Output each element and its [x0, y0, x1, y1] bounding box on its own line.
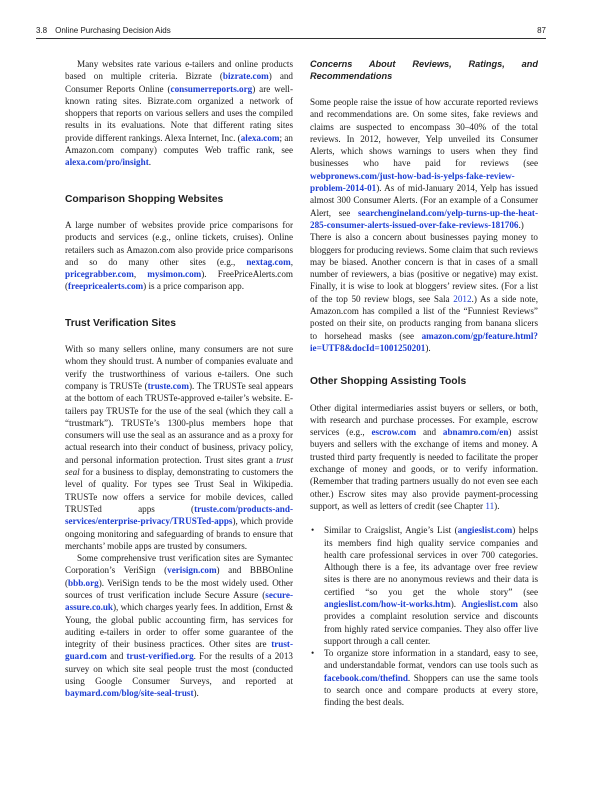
text: ) assist buyers and sellers with the exchange of items and money. A trusted third party frequently is needed to facilitate the proper exchange of money and goods, or to verify information. (Remember that trading partners usually do not even see each other.) Escrow sites may also provide payment-processing support, as well as letters of credit (see Chapter	[310, 427, 539, 511]
list-item	[311, 647, 538, 708]
link-secure-assure[interactable]: secure-assure.co.uk	[65, 589, 293, 613]
link-facebook-thefind[interactable]: facebook.com/thefind	[324, 672, 408, 683]
list-item	[311, 524, 538, 647]
text: Some comprehensive trust verification sites are Symantec Corporation’s VeriSign (	[65, 553, 293, 576]
text: ). FreePriceAlerts.com (	[65, 269, 293, 292]
text: and	[106, 651, 127, 662]
text: . For the results of a 2013 survey on which site seal people trust the most (conducted using Google Consumer Surveys, and reported at	[65, 651, 293, 687]
link-trusted-apps[interactable]: truste.com/products-and-services/enterprise-privacy/TRUSTed-apps	[65, 503, 293, 527]
text: With so many sellers online, many consumers are not sure whom they should trust. A number of companies evaluate and verify the trustworthiness of various e-tailers. One such company is TRUSTe (	[65, 344, 293, 391]
left-column	[65, 58, 293, 700]
text: ). VeriSign tends to be the most widely used. Other sources of trust verification include Secure Assure (	[65, 577, 293, 600]
text: ,	[133, 269, 148, 280]
section-label	[36, 26, 171, 35]
text: ,	[290, 256, 293, 267]
text: ).	[425, 342, 431, 353]
link-consumerreports[interactable]: consumerreports.org	[170, 83, 253, 94]
bullet-icon: •	[311, 648, 315, 659]
section-number: 3.8	[36, 26, 48, 35]
link-amazon-funniest-reviews[interactable]: amazon.com/gp/feature.html?ie=UTF8&docId=1001250201	[310, 330, 538, 353]
link-bbb[interactable]: bbb.org	[68, 577, 99, 588]
text: ), which provide ongoing monitoring and safeguarding of brands to ensure that merchants’ mobile apps are trusted by consumers.	[65, 516, 293, 551]
text: ), which charges yearly fees. In addition, Ernst & Young, the global public accounting firm, has services for auditing e-tailers in order to offer some guarantee of the integrity of their business practices. Other sites are	[65, 602, 293, 650]
text: for a business to display, demonstrating to customers the level of quality. For types see Trust Seal in Wikipedia. TRUSTe now offers a service for mobile devices, called TRUSTed apps (	[65, 467, 293, 514]
paragraph-concerns	[310, 96, 538, 354]
running-header	[36, 24, 546, 39]
right-column	[310, 58, 538, 709]
text: ).	[494, 500, 500, 511]
paragraph-comparison	[65, 219, 293, 293]
page-number: 87	[537, 26, 546, 35]
text: ; an Amazon.com company) computes Web traffic rank, see	[65, 132, 293, 156]
text: .) As a side note, Amazon.com has compiled a list of the “Funniest Reviews” posted on their site, on products ranging from banana slicers to horsehead masks (see	[310, 293, 538, 341]
text: also provides a complaint resolution service and discounts from highly rated service companies. They also offer live support through a call center.	[324, 598, 538, 646]
link-nextag[interactable]: nextag.com	[246, 256, 291, 267]
link-bizrate[interactable]: bizrate.com	[222, 71, 269, 82]
link-angieslist[interactable]: angieslist.com	[457, 525, 513, 536]
heading-other-shopping-tools: Other Shopping Assisting Tools	[310, 376, 467, 388]
text: ) and BBBOnline (	[65, 565, 293, 588]
link-trust-verified[interactable]: trust-verified.org	[126, 651, 194, 662]
paragraph-escrow	[310, 402, 538, 513]
text: ) is a price comparison app.	[143, 281, 244, 292]
text: ) helps its members find high quality service companies and health care professional services in over 700 categories. Although there is a fee, its advantage over free review sites is there are no anonymous reviews and their data is certified “so you get the whole story” (see	[324, 525, 538, 597]
heading-trust-verification: Trust Verification Sites	[65, 317, 177, 329]
bullet-list	[310, 524, 538, 708]
emphasis-trust-seal: trust seal	[65, 454, 293, 478]
link-abnamro[interactable]: abnamro.com/en	[442, 427, 509, 438]
link-angieslist-how-it-works[interactable]: angieslist.com/how-it-works.htm	[324, 598, 451, 609]
text: ). As of mid-January 2014, Yelp has issued almost 300 Consumer Alerts. (For an example of a Consumer Alert, see	[310, 183, 538, 218]
citation-sala-2012[interactable]: 2012	[453, 293, 472, 304]
link-escrow[interactable]: escrow.com	[371, 427, 417, 438]
text: ) are well-known rating sites. Bizrate.com organized a network of shoppers that reports on various sellers and uses the compiled results in its evaluations. Note that different rating sites provide different rankings. Alexa Internet, Inc. (	[65, 83, 293, 143]
link-verisign[interactable]: verisign.com	[167, 565, 217, 576]
paragraph-verification-sites	[65, 552, 293, 700]
link-angieslist-home[interactable]: Angieslist.com	[461, 598, 518, 609]
link-searchengineland[interactable]: searchengineland.com/yelp-turns-up-the-heat-285-consumer-alerts-issued-over-fake-reviews-181706	[310, 207, 538, 230]
link-truste[interactable]: truste.com	[147, 380, 189, 391]
link-alexa-insight[interactable]: alexa.com/pro/insight	[65, 157, 149, 168]
text: A large number of websites provide price comparisons for products and services (e.g., online tickets, cruises). Online retailers such as Amazon.com also provide price comparisons and so do many other sites (e.g.,	[65, 219, 293, 267]
chapter-reference-11[interactable]: 11	[485, 500, 495, 511]
paragraph-rating-sites	[65, 58, 293, 169]
text: .) There is also a concern about businesses paying money to bloggers for producing reviews. Some claim that such reviews may be biased. Another concern is that in cases of a small number of reviewers, a bias (positive or negative) may exist. Finally, it is wise to look at bloggers’ review sites. (For a list of the top 50 review blogs, see Sala	[310, 219, 538, 304]
text: To organize store information in a standard, easy to see, and understandable format, vendors can use tools such as	[324, 648, 538, 671]
link-mysimon[interactable]: mysimon.com	[147, 269, 202, 280]
text: Similar to Craigslist, Angie’s List (	[324, 525, 458, 536]
link-webpronews[interactable]: webpronews.com/just-how-bad-is-yelps-fake-review-problem-2014-01	[310, 170, 515, 194]
heading-comparison-shopping: Comparison Shopping Websites	[65, 193, 224, 205]
paragraph-truste	[65, 343, 293, 552]
link-alexa[interactable]: alexa.com	[240, 132, 280, 143]
section-title: Online Purchasing Decision Aids	[55, 26, 171, 35]
bullet-icon: •	[311, 525, 315, 536]
link-pricegrabber[interactable]: pricegrabber.com	[65, 269, 134, 280]
text: . Shoppers can use the same tools to search once and compare products at every store, finding the best deals.	[324, 672, 538, 708]
heading-concerns-reviews: Concerns About Reviews, Ratings, and Recommendations	[310, 59, 538, 81]
link-trust-guard[interactable]: trust-guard.com	[65, 639, 293, 662]
text: Other digital intermediaries assist buyers or sellers, or both, with research and purchase processes. For example, escrow services (e.g.,	[310, 402, 538, 438]
text: .	[148, 157, 152, 168]
text: ). The TRUSTe seal appears at the bottom of each TRUSTe-approved e-tailer’s website. E-tailers pay TRUSTe for the use of the seal (which they call a “trustmark”). TRUSTe’s 1300-plus members hope that consumers will use the seal as an assurance and as a proxy for actual research into their conduct of business, privacy policy, and personal information protection. Trust sites grant a	[65, 380, 294, 465]
text: Many websites rate various e-tailers and online products based on multiple criteria. Bizrate (	[65, 59, 293, 82]
link-freepricealerts[interactable]: freepricealerts.com	[68, 281, 144, 292]
text: and	[416, 427, 443, 438]
text: ) and Consumer Reports Online (	[65, 71, 293, 94]
text: Some people raise the issue of how accurate reported reviews and recommendations are. On some sites, fake reviews and claims are suspected to encompass 30–40% of the total reviews. In 2012, however, Yelp unveiled its Consumer Alerts, which shows warnings to users when they find businesses who have paid for reviews (see	[310, 97, 538, 169]
text: ).	[193, 688, 199, 699]
link-baymard[interactable]: baymard.com/blog/site-seal-trust	[65, 688, 194, 699]
text: ).	[450, 598, 462, 609]
